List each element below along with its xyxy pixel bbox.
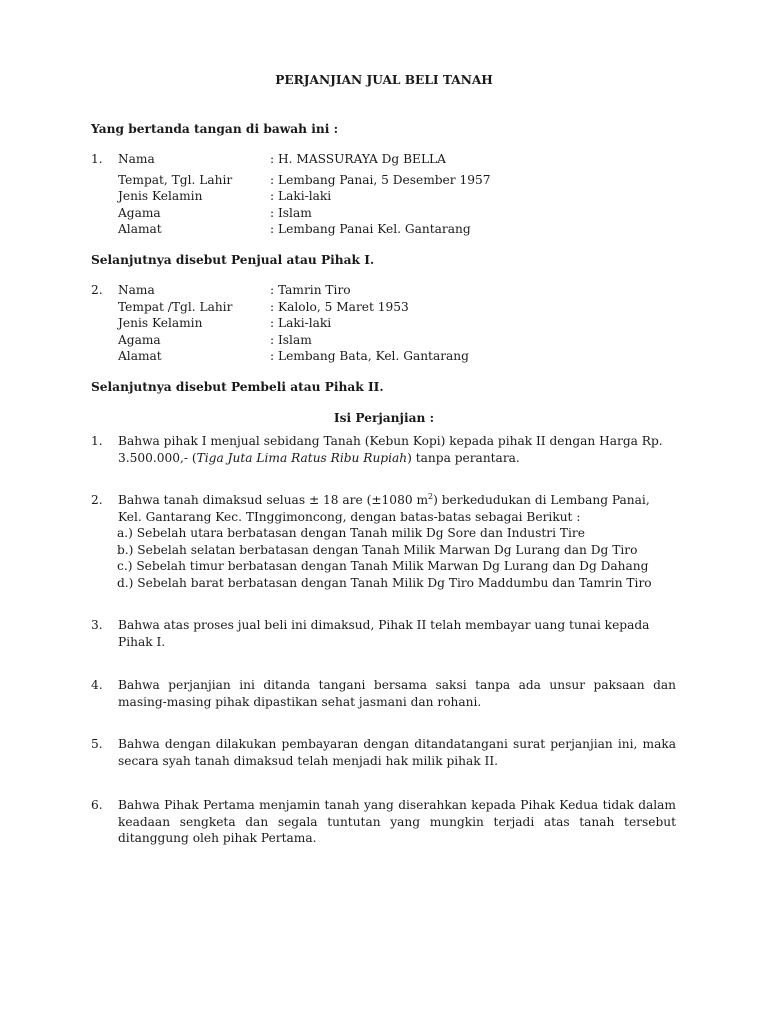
party-1-label-nama: Nama: [118, 152, 155, 166]
border-item-south: b.) Sebelah selatan berbatasan dengan Tanah Milik Marwan Dg Lurang dan Dg Tiro: [117, 542, 638, 557]
clause-2-area-superscript: 2: [428, 491, 434, 501]
clause-1-line-2-end: ) tanpa perantara.: [407, 450, 520, 465]
party-1-number: 1.: [91, 152, 103, 166]
clause-2-area: Bahwa tanah dimaksud seluas ± 18 are (±1080 m: [118, 493, 429, 507]
clause-3-number: 3.: [91, 618, 103, 632]
clause-3-text: Bahwa atas proses jual beli ini dimaksud, Pihak II telah membayar uang tunai kepada Pihak I.: [118, 618, 650, 649]
border-item-east: c.) Sebelah timur berbatasan dengan Tanah Milik Marwan Dg Lurang dan Dg Dahang: [117, 559, 649, 573]
clause-2-number: 2.: [91, 493, 103, 507]
clause-2-line-1: [118, 492, 676, 509]
clause-5-number: 5.: [91, 737, 103, 751]
intro-text: Yang bertanda tangan di bawah ini :: [91, 122, 339, 136]
clauses-heading: Isi Perjanjian :: [333, 411, 435, 425]
border-item-north: a.) Sebelah utara berbatasan dengan Tanah milik Dg Sore dan Industri Tire: [117, 526, 585, 540]
party-1-value-agama: : Islam: [270, 206, 312, 220]
clause-4-number: 4.: [91, 678, 103, 692]
party-2-label-agama: Agama: [118, 333, 161, 347]
clause-2-line-2: Kel. Gantarang Kec. TInggimoncong, dengan batas-batas sebagai Berikut :: [118, 509, 581, 524]
clause-5-text: Bahwa dengan dilakukan pembayaran dengan ditandatangani surat perjanjian ini, maka secara syah tanah dimaksud telah menjadi hak milik pihak II.: [118, 737, 676, 768]
clause-1-number: 1.: [91, 434, 103, 448]
clause-6-text: Bahwa Pihak Pertama menjamin tanah yang diserahkan kepada Pihak Kedua tidak dalam keadaan sengketa dan segala tuntutan yang mungkin terjadi atas tanah tersebut ditanggung oleh pihak Pertama.: [118, 798, 676, 845]
clause-2-text: [118, 492, 676, 591]
party-1-label-ttl: Tempat, Tgl. Lahir: [118, 173, 233, 187]
party-1-designation: Selanjutnya disebut Penjual atau Pihak I.: [91, 253, 375, 267]
party-2-value-nama: : Tamrin Tiro: [270, 283, 351, 297]
party-2-label-nama: Nama: [118, 283, 155, 297]
clause-4-text: Bahwa perjanjian ini ditanda tangani bersama saksi tanpa ada unsur paksaan dan masing-masing pihak dipastikan sehat jasmani dan rohani.: [118, 678, 676, 709]
document-title: PERJANJIAN JUAL BELI TANAH: [275, 73, 493, 87]
party-1-value-ttl: : Lembang Panai, 5 Desember 1957: [270, 173, 491, 187]
party-1-label-alamat: Alamat: [118, 222, 162, 236]
clause-1-price: 3.500.000,- (: [118, 450, 197, 465]
party-2-label-alamat: Alamat: [118, 349, 162, 363]
clause-1-line-1: Bahwa pihak I menjual sebidang Tanah (Kebun Kopi) kepada pihak II dengan Harga Rp.: [118, 434, 663, 448]
clause-2-line-1-end: ) berkedudukan di Lembang Panai,: [433, 493, 650, 507]
party-2-designation: Selanjutnya disebut Pembeli atau Pihak II.: [91, 380, 384, 394]
party-1-value-alamat: : Lembang Panai Kel. Gantarang: [270, 222, 471, 236]
clause-1-price-words: Tiga Juta Lima Ratus Ribu Rupiah: [196, 450, 408, 465]
border-item-west: d.) Sebelah barat berbatasan dengan Tanah Milik Dg Tiro Maddumbu dan Tamrin Tiro: [117, 575, 652, 590]
party-2-label-jenis-kelamin: Jenis Kelamin: [118, 316, 203, 330]
party-1-label-jenis-kelamin: Jenis Kelamin: [118, 189, 203, 203]
clause-1-line-2: [118, 450, 676, 467]
party-2-label-ttl: Tempat /Tgl. Lahir: [118, 300, 233, 314]
party-1-label-agama: Agama: [118, 206, 161, 220]
party-2-value-jenis-kelamin: : Laki-laki: [270, 316, 332, 330]
party-2-number: 2.: [91, 283, 103, 297]
party-1-value-nama: : H. MASSURAYA Dg BELLA: [270, 152, 446, 166]
party-1-value-jenis-kelamin: : Laki-laki: [270, 189, 332, 203]
party-2-value-agama: : Islam: [270, 333, 312, 347]
party-2-value-ttl: : Kalolo, 5 Maret 1953: [270, 300, 409, 314]
party-2-value-alamat: : Lembang Bata, Kel. Gantarang: [270, 349, 469, 363]
clause-6-number: 6.: [91, 798, 103, 812]
clause-1-text: [118, 433, 676, 466]
